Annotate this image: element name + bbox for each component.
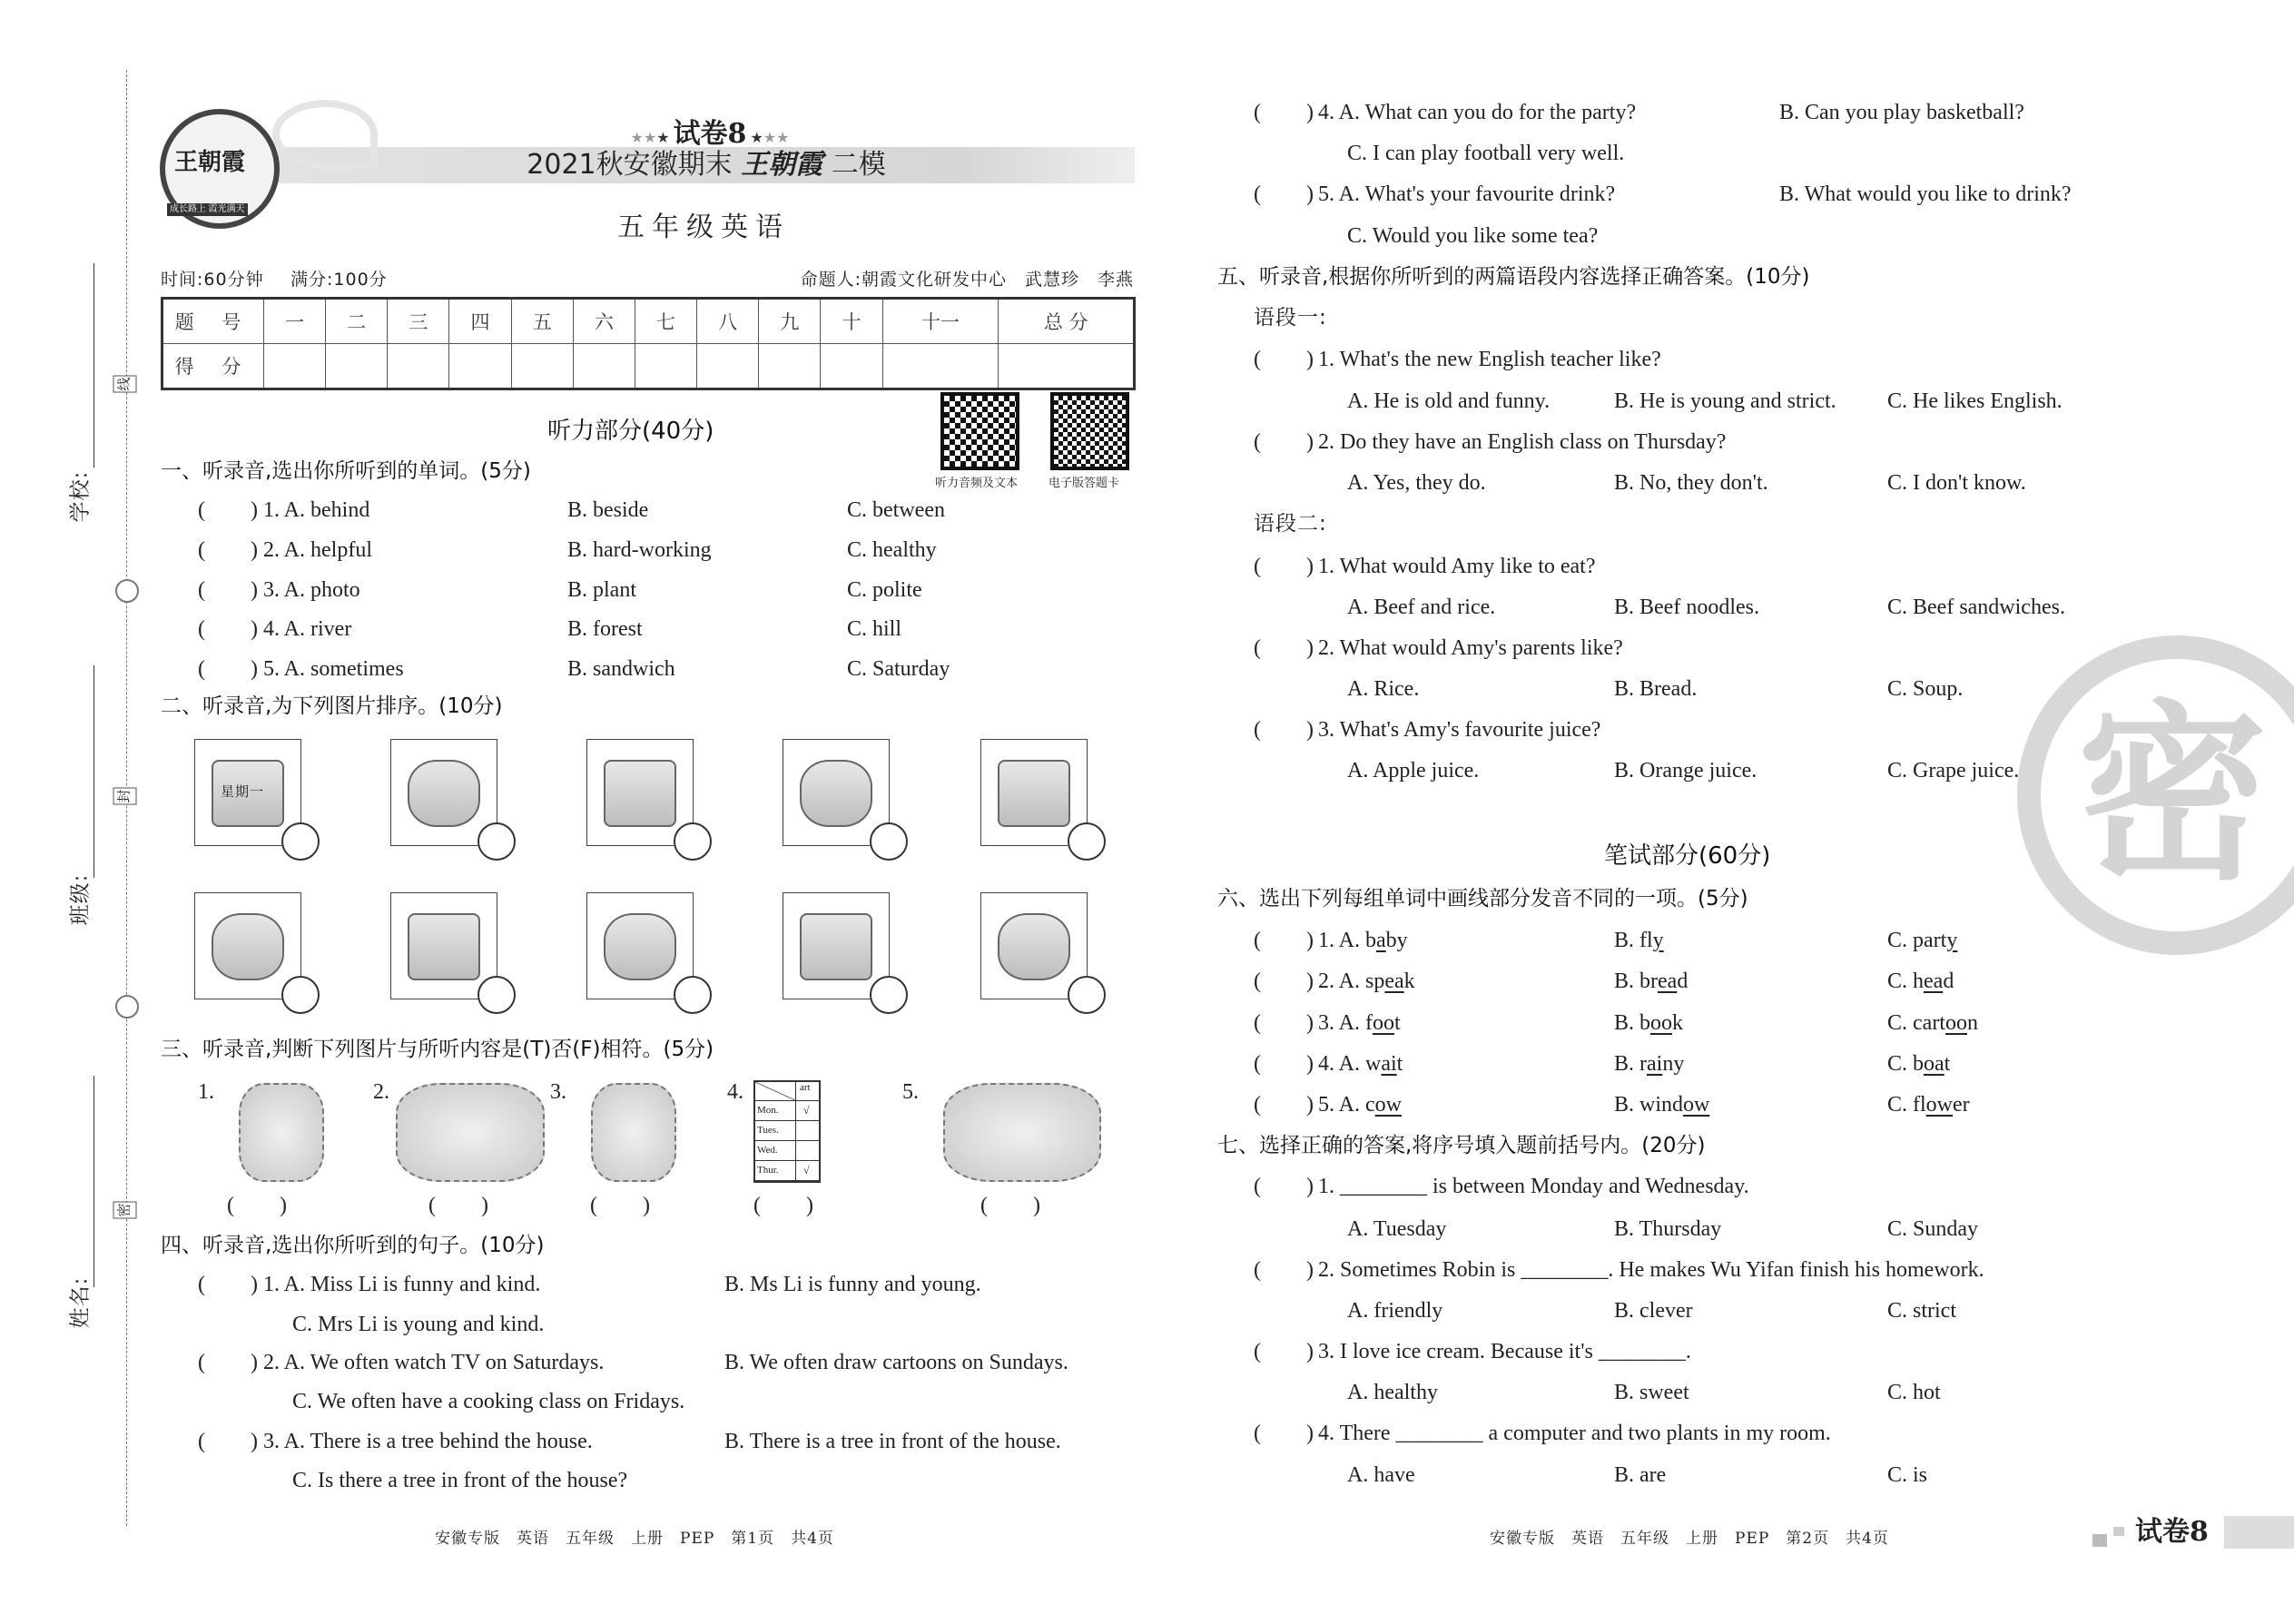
word-part: t <box>1944 1052 1951 1076</box>
answer-bracket[interactable] <box>1254 1338 1314 1365</box>
answer-bracket[interactable] <box>1254 181 1314 208</box>
star-icons-left: ★★ <box>630 131 657 146</box>
watermark-character: 密 <box>2077 684 2269 906</box>
timetable-check: √ <box>803 1164 810 1176</box>
score-input-cell[interactable] <box>635 344 696 389</box>
answer-bracket[interactable] <box>1254 99 1314 126</box>
seal-mark-secret: 密 <box>113 1201 137 1218</box>
option-b: B. There is a tree in front of the house. <box>724 1430 1061 1453</box>
word-part: 4. A. w <box>1318 1052 1382 1076</box>
section-2-heading: 二、听录音,为下列图片排序。(10分) <box>161 694 503 718</box>
seal-mark-line: 线 <box>113 375 137 392</box>
underlined-letters: ow <box>1925 1093 1954 1117</box>
title-suffix: 二模 <box>831 149 886 181</box>
option-a: 5. A. sometimes <box>263 657 404 681</box>
section-5-heading: 五、听录音,根据你所听到的两篇语段内容选择正确答案。(10分) <box>1217 265 1810 289</box>
option-b <box>1614 1050 1684 1078</box>
timetable-header <box>755 1082 819 1101</box>
order-number-circle[interactable] <box>478 822 516 861</box>
exam-title <box>278 148 1135 182</box>
option-a: A. Rice. <box>1347 677 1420 701</box>
word-part: 3. A. f <box>1318 1011 1373 1035</box>
writing-section-title: 笔试部分(60分) <box>1604 842 1771 870</box>
timetable-subject: art <box>800 1082 811 1093</box>
girl-picture <box>239 1083 324 1182</box>
underlined-letters: ea <box>1384 969 1404 993</box>
score-header-cell: 九 <box>759 299 821 344</box>
word-part: t <box>1394 1011 1401 1035</box>
star-icons-right: ★★ <box>763 131 790 146</box>
exam-badge: 试卷8 <box>2135 1516 2209 1548</box>
watermark-seal <box>2017 635 2294 955</box>
diagonal-cell <box>755 1082 796 1100</box>
class-label: 班级: <box>68 873 93 926</box>
score-header-cell: 十 <box>821 299 882 344</box>
option-a: 1. A. Miss Li is funny and kind. <box>263 1273 541 1296</box>
word-part: B. br <box>1614 969 1658 993</box>
answer-bracket[interactable] <box>198 1349 258 1376</box>
score-input-cell[interactable] <box>697 344 759 389</box>
listening-section-title: 听力部分(40分) <box>547 418 714 445</box>
question: 3. What's Amy's favourite juice? <box>1318 718 1601 742</box>
option-a: 4. A. What can you do for the party? <box>1318 101 1637 124</box>
question: 2. Do they have an English class on Thursday? <box>1318 430 1727 454</box>
answer-bracket[interactable] <box>227 1192 287 1219</box>
qr-code-answer-sheet[interactable] <box>1050 392 1129 470</box>
word-part: B. wind <box>1614 1093 1684 1117</box>
word-part: k <box>1403 969 1415 993</box>
badge-bar <box>2224 1516 2294 1549</box>
score-input-cell[interactable] <box>573 344 635 389</box>
name-label: 姓名: <box>68 1276 93 1329</box>
option-c: C. hill <box>847 617 902 641</box>
section-1-heading: 一、听录音,选出你所听到的单词。(5分) <box>161 459 531 483</box>
answer-bracket[interactable] <box>198 576 258 604</box>
order-number-circle[interactable] <box>870 822 908 861</box>
kite-tree-picture-sketch <box>800 760 872 827</box>
option-c: C. Soup. <box>1887 677 1964 701</box>
option-c: C. Saturday <box>847 657 950 681</box>
question: 1. What's the new English teacher like? <box>1318 348 1661 371</box>
item-number: 2. <box>373 1080 389 1104</box>
score-header-cell: 六 <box>573 299 635 344</box>
ping-pong-picture <box>943 1083 1101 1182</box>
option-b: B. He is young and strict. <box>1614 389 1836 413</box>
option-b: B. Can you play basketball? <box>1779 101 2024 124</box>
option-c <box>1887 1091 1970 1118</box>
option-a: A. healthy <box>1347 1381 1438 1404</box>
word-part: 2. A. sp <box>1318 969 1385 993</box>
option-b <box>1614 968 1688 995</box>
option-a: 2. A. helpful <box>263 538 372 562</box>
answer-bracket[interactable] <box>198 536 258 564</box>
section-7-heading: 七、选择正确的答案,将序号填入题前括号内。(20分) <box>1217 1134 1706 1157</box>
star-icon: ★ <box>656 131 670 146</box>
order-number-circle[interactable] <box>674 822 712 861</box>
order-number-circle[interactable] <box>478 976 516 1014</box>
option-c <box>1887 968 1954 995</box>
option-a: A. friendly <box>1347 1299 1443 1323</box>
word-part: 5. A. c <box>1318 1093 1375 1117</box>
timetable-day: Wed. <box>755 1141 796 1160</box>
timetable-check <box>796 1141 803 1160</box>
qr-caption-answer-sheet: 电子版答题卡 <box>1049 477 1120 490</box>
score-input-cell[interactable] <box>264 344 326 389</box>
option-a: A. He is old and funny. <box>1347 389 1551 413</box>
score-input-cell[interactable] <box>388 344 449 389</box>
option-c: C. Sunday <box>1887 1217 1979 1241</box>
cat-ball-picture <box>591 1083 676 1182</box>
score-header-cell: 七 <box>635 299 696 344</box>
word-part: B. b <box>1614 1011 1651 1035</box>
word-part: C. cart <box>1887 1011 1945 1035</box>
option-c <box>1887 927 1957 954</box>
question: 3. I love ice cream. Because it's ________. <box>1318 1340 1691 1363</box>
option-b <box>1614 1009 1683 1037</box>
house-picture-sketch <box>408 913 480 980</box>
underlined-letters: ea <box>1924 969 1944 993</box>
mother-child-picture-sketch <box>604 913 676 980</box>
option-c <box>1887 1009 1978 1037</box>
option-b: B. clever <box>1614 1299 1693 1323</box>
title-prefix: 2021秋安徽期末 <box>527 149 733 181</box>
order-number-circle[interactable] <box>281 822 320 861</box>
question: 1. What would Amy like to eat? <box>1318 555 1596 578</box>
option-c: C. is <box>1887 1463 1928 1487</box>
order-number-circle[interactable] <box>674 976 712 1014</box>
option-a <box>1318 1009 1401 1037</box>
option-a: 3. A. photo <box>263 578 360 602</box>
pond-picture <box>396 1083 545 1182</box>
series-label-wrap <box>599 111 821 151</box>
item-number: 1. <box>198 1080 214 1104</box>
word-part: 1. A. b <box>1318 929 1377 952</box>
answer-bracket[interactable] <box>1254 346 1314 373</box>
underlined-letters: oo <box>1650 1011 1673 1035</box>
option-a <box>1318 927 1408 954</box>
score-input-cell[interactable] <box>999 344 1135 389</box>
score-input-cell[interactable] <box>511 344 573 389</box>
option-b: B. plant <box>567 578 636 602</box>
option-c: C. He likes English. <box>1887 389 2063 413</box>
logo-text: 王朝霞 <box>174 149 246 175</box>
section-3-heading: 三、听录音,判断下列图片与所听内容是(T)否(F)相符。(5分) <box>161 1038 714 1061</box>
option-a <box>1318 1091 1402 1118</box>
seal-mark-seal: 封 <box>113 787 137 804</box>
answer-bracket[interactable] <box>198 615 258 643</box>
answer-bracket[interactable] <box>1254 1091 1314 1118</box>
word-part: ny <box>1662 1052 1685 1076</box>
item-number: 5. <box>902 1080 919 1104</box>
question: 2. What would Amy's parents like? <box>1318 636 1623 660</box>
option-b <box>1614 1091 1709 1118</box>
option-c: C. Is there a tree in front of the house? <box>292 1469 628 1492</box>
badge-decoration <box>2113 1527 2124 1536</box>
exam-time: 时间:60分钟 <box>161 270 264 290</box>
option-a: A. Yes, they do. <box>1347 471 1486 495</box>
title-brand: 王朝霞 <box>741 149 823 181</box>
option-c: C. I don't know. <box>1887 471 2026 495</box>
option-a: A. Beef and rice. <box>1347 595 1496 619</box>
option-b: B. sweet <box>1614 1381 1689 1404</box>
timetable-row <box>755 1161 819 1181</box>
answer-bracket[interactable] <box>198 1428 258 1455</box>
score-input-cell[interactable] <box>821 344 882 389</box>
score-header-cell: 一 <box>264 299 326 344</box>
option-b: B. Thursday <box>1614 1217 1722 1241</box>
option-b: B. Orange juice. <box>1614 759 1757 782</box>
answer-bracket[interactable] <box>590 1192 650 1219</box>
underlined-letters: y <box>1946 929 1958 952</box>
score-header-cell: 八 <box>697 299 759 344</box>
option-c <box>1887 1050 1950 1078</box>
answer-bracket[interactable] <box>1254 428 1314 456</box>
timetable-row <box>755 1121 819 1141</box>
answer-bracket[interactable] <box>1254 1173 1314 1200</box>
word-part: B. r <box>1614 1052 1647 1076</box>
option-a: A. have <box>1347 1463 1415 1487</box>
underlined-letters: ai <box>1381 1052 1397 1076</box>
word-part: B. fl <box>1614 929 1653 952</box>
question: 2. Sometimes Robin is ________. He makes Wu Yifan finish his homework. <box>1318 1258 1984 1282</box>
option-c: C. polite <box>847 578 922 602</box>
underlined-letters: oo <box>1944 1011 1967 1035</box>
word-part: d <box>1943 969 1954 993</box>
option-b: B. forest <box>567 617 643 641</box>
score-table <box>161 297 1136 390</box>
underlined-letters: ow <box>1683 1093 1710 1117</box>
option-b: B. Beef noodles. <box>1614 595 1759 619</box>
authors: 命题人:朝霞文化研发中心 武慧珍 李燕 <box>800 270 1134 290</box>
item-number: 4. <box>727 1080 743 1104</box>
option-a: 1. A. behind <box>263 498 370 522</box>
answer-bracket[interactable] <box>753 1192 813 1219</box>
scissors-icon <box>115 579 139 603</box>
calendar-picture-sketch <box>212 760 284 827</box>
score-input-cell[interactable] <box>882 344 999 389</box>
underlined-letters: ow <box>1374 1093 1403 1117</box>
logo-slogan: 成长路上 霞光满天 <box>167 203 248 216</box>
timetable-picture <box>753 1080 821 1183</box>
full-score: 满分:100分 <box>290 270 388 290</box>
option-b: B. No, they don't. <box>1614 471 1768 495</box>
word-part: C. b <box>1887 1052 1925 1076</box>
brand-logo <box>160 109 280 229</box>
timetable-check <box>796 1121 803 1140</box>
score-header-cell: 五 <box>511 299 573 344</box>
score-header-cell: 三 <box>388 299 449 344</box>
word-part: t <box>1396 1052 1403 1076</box>
option-a: A. Apple juice. <box>1347 759 1480 782</box>
option-c: C. We often have a cooking class on Fridays. <box>292 1390 685 1413</box>
series-label: 试卷8 <box>673 118 747 150</box>
answer-bracket[interactable] <box>198 1271 258 1298</box>
score-table-header-row <box>162 299 1135 344</box>
section-6-heading: 六、选出下列每组单词中画线部分发音不同的一项。(5分) <box>1217 887 1748 910</box>
option-a: 4. A. river <box>263 617 352 641</box>
score-table-score-row <box>162 344 1135 389</box>
score-header-cell: 题 号 <box>162 299 264 344</box>
score-input-cell[interactable] <box>759 344 821 389</box>
qr-code-audio[interactable] <box>940 392 1019 470</box>
option-b: B. hard-working <box>567 538 712 562</box>
word-part: d <box>1677 969 1689 993</box>
passage-1-label: 语段一: <box>1254 306 1327 330</box>
answer-bracket[interactable] <box>1254 635 1314 662</box>
timetable-row <box>755 1141 819 1161</box>
word-part: er <box>1953 1093 1970 1117</box>
option-a: A. Tuesday <box>1347 1217 1447 1241</box>
timetable-day: Tues. <box>755 1121 796 1140</box>
bicycle-picture-sketch <box>800 913 872 980</box>
word-part: C. part <box>1887 929 1947 952</box>
option-c: C. I can play football very well. <box>1347 142 1625 165</box>
option-a <box>1318 1050 1403 1078</box>
star-icon: ★ <box>750 131 763 146</box>
option-b: B. What would you like to drink? <box>1779 182 2072 206</box>
order-number-circle[interactable] <box>870 976 908 1014</box>
score-label: 得 分 <box>162 344 264 389</box>
timetable-check: √ <box>803 1104 810 1117</box>
option-b: B. are <box>1614 1463 1667 1487</box>
option-b: B. Ms Li is funny and young. <box>724 1273 981 1296</box>
order-number-circle[interactable] <box>281 976 320 1014</box>
answer-bracket[interactable] <box>1254 553 1314 580</box>
option-a <box>1318 968 1415 995</box>
timetable-day: Mon. <box>755 1101 796 1120</box>
option-c: C. between <box>847 498 945 522</box>
passage-2-label: 语段二: <box>1254 512 1327 536</box>
item-number: 3. <box>550 1080 566 1104</box>
boy-reading-picture-sketch <box>604 760 676 827</box>
answer-bracket[interactable] <box>1254 1009 1314 1037</box>
badge-decoration <box>2092 1534 2107 1547</box>
option-a: 5. A. What's your favourite drink? <box>1318 182 1616 206</box>
calendar-text: 星期一 <box>221 783 265 800</box>
answer-bracket[interactable] <box>198 497 258 524</box>
answer-bracket[interactable] <box>980 1192 1040 1219</box>
option-a: 3. A. There is a tree behind the house. <box>263 1430 593 1453</box>
option-b: B. beside <box>567 498 649 522</box>
score-header-cell: 四 <box>449 299 511 344</box>
option-c: C. Grape juice. <box>1887 759 2020 782</box>
answer-bracket[interactable] <box>1254 968 1314 995</box>
underlined-letters: ai <box>1647 1052 1663 1076</box>
score-input-cell[interactable] <box>326 344 388 389</box>
section-4-heading: 四、听录音,选出你所听到的句子。(10分) <box>161 1234 545 1257</box>
score-input-cell[interactable] <box>449 344 511 389</box>
boy-running-picture-sketch <box>998 913 1070 980</box>
answer-bracket[interactable] <box>1254 1256 1314 1284</box>
answer-bracket[interactable] <box>1254 1050 1314 1078</box>
option-b: B. We often draw cartoons on Sundays. <box>724 1351 1068 1374</box>
qr-caption-audio: 听力音频及文本 <box>935 477 1019 490</box>
underlined-letters: ea <box>1658 969 1678 993</box>
word-part: by <box>1385 929 1408 952</box>
word-part: C. h <box>1887 969 1925 993</box>
option-c: C. strict <box>1887 1299 1956 1323</box>
word-part: C. fl <box>1887 1093 1926 1117</box>
answer-bracket[interactable] <box>198 655 258 683</box>
option-c: C. Would you like some tea? <box>1347 224 1599 248</box>
answer-bracket[interactable] <box>428 1192 488 1219</box>
question: 1. ________ is between Monday and Wednesday. <box>1318 1175 1749 1198</box>
scissors-icon <box>115 995 139 1019</box>
hamburger-picture-sketch <box>212 913 284 980</box>
footer-left: 安徽专版 英语 五年级 上册 PEP 第1页 共4页 <box>435 1530 834 1548</box>
score-header-cell: 十一 <box>882 299 999 344</box>
underlined-letters: y <box>1652 929 1664 952</box>
option-c: C. Beef sandwiches. <box>1887 595 2065 619</box>
timetable-row <box>755 1101 819 1121</box>
option-c: C. hot <box>1887 1381 1941 1404</box>
timetable-day: Thur. <box>755 1161 796 1180</box>
score-header-cell: 二 <box>326 299 388 344</box>
underlined-letters: a <box>1376 929 1386 952</box>
answer-bracket[interactable] <box>1254 927 1314 954</box>
word-part: n <box>1966 1011 1978 1035</box>
answer-bracket[interactable] <box>1254 716 1314 743</box>
option-c: C. Mrs Li is young and kind. <box>292 1313 545 1336</box>
question: 4. There ________ a computer and two plants in my room. <box>1318 1422 1831 1445</box>
underlined-letters: oo <box>1373 1011 1394 1035</box>
underlined-letters: oa <box>1924 1052 1944 1076</box>
subject-title: 五年级英语 <box>617 212 790 243</box>
order-number-circle[interactable] <box>1068 822 1106 861</box>
option-a: 2. A. We often watch TV on Saturdays. <box>263 1351 605 1374</box>
order-number-circle[interactable] <box>1068 976 1106 1014</box>
answer-bracket[interactable] <box>1254 1420 1314 1447</box>
footer-right: 安徽专版 英语 五年级 上册 PEP 第2页 共4页 <box>1490 1530 1889 1548</box>
word-part: k <box>1672 1011 1684 1035</box>
school-label: 学校: <box>68 470 93 523</box>
score-header-cell: 总 分 <box>999 299 1135 344</box>
option-b <box>1614 927 1664 954</box>
option-c: C. healthy <box>847 538 937 562</box>
option-b: B. Bread. <box>1614 677 1698 701</box>
option-b: B. sandwich <box>567 657 675 681</box>
swimming-picture-sketch <box>408 760 480 827</box>
table-picture-sketch <box>998 760 1070 827</box>
